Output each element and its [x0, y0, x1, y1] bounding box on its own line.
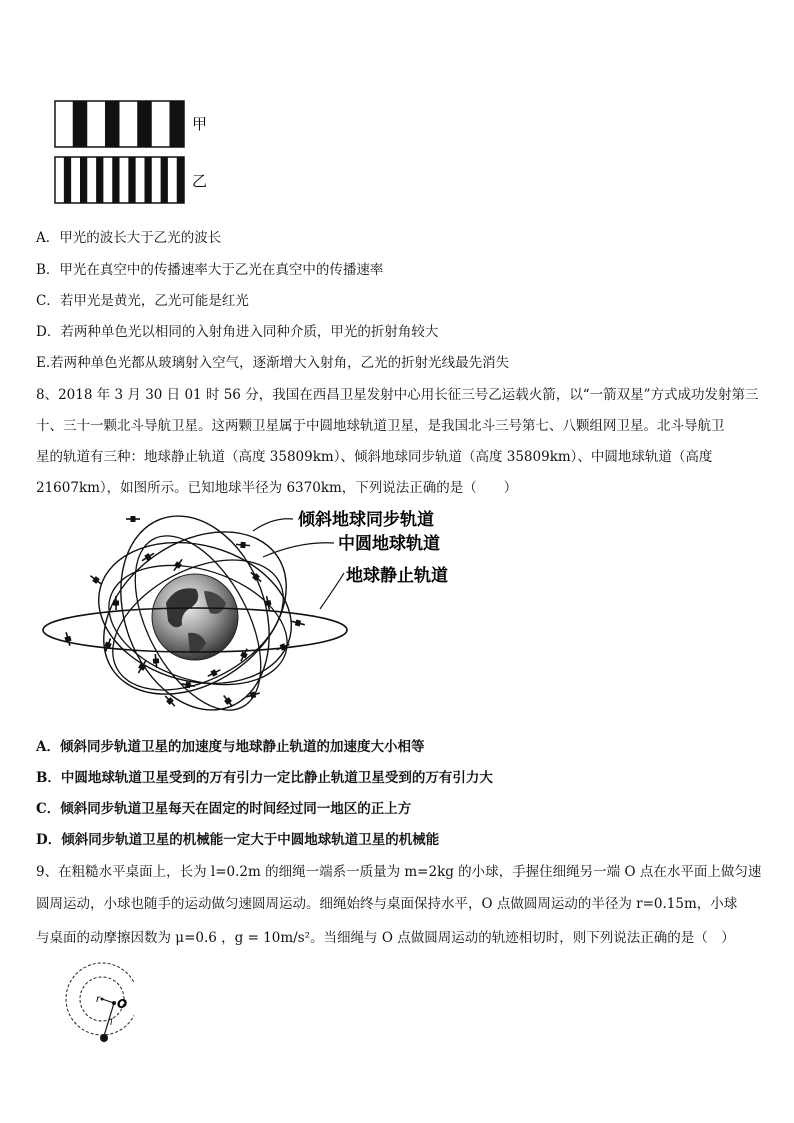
- satellite-icon: [163, 694, 177, 708]
- point-o: [112, 1001, 116, 1005]
- satellite-icon: [206, 667, 221, 679]
- fringe-figure: [54, 100, 234, 206]
- q8-stem-line-2: 十、三十一颗北斗导航卫星。这两颗卫星属于中圆地球轨道卫星，是我国北斗三号第七、八颗组网卫星。北斗导航卫: [36, 418, 725, 434]
- dark-fringe: [112, 157, 119, 203]
- dark-fringe: [64, 157, 71, 203]
- leader-geostationary: [320, 573, 344, 609]
- label-o: O: [117, 997, 128, 1011]
- satellite-icon: [113, 596, 119, 610]
- ball: [100, 1034, 108, 1042]
- q8-option-b: B．中圆地球轨道卫星受到的万有引力一定比静止轨道卫星受到的万有引力大: [36, 770, 493, 786]
- label-geostationary-orbit: 地球静止轨道: [346, 566, 448, 586]
- circle-motion-figure: [44, 962, 134, 1048]
- label-meo-orbit: 中圆地球轨道: [338, 534, 440, 554]
- dark-fringe: [144, 157, 151, 203]
- dark-fringe: [177, 157, 184, 203]
- q8-stem-line-1: 8、2018 年 3 月 30 日 01 时 56 分，我国在西昌卫星发射中心用长征三号乙运载火箭，以“一箭双星”方式成功发射第三: [36, 387, 759, 403]
- dark-fringe: [73, 101, 88, 147]
- satellite-icon: [63, 631, 73, 646]
- orbit-figure: [38, 505, 468, 723]
- q8-stem-line-4: 21607km），如图所示。已知地球半径为 6370km，下列说法正确的是（ ）: [36, 480, 518, 496]
- q9-stem-line-3: 与桌面的动摩擦因数为 μ=0.6 ，g = 10m/s²。当细绳与 O 点做圆周运动的轨迹相切时，则下列说法正确的是（ ）: [36, 930, 735, 946]
- label-l: l: [110, 1018, 113, 1028]
- dark-fringe: [80, 157, 87, 203]
- dark-fringe: [128, 157, 135, 203]
- pattern-bottom-label: 乙: [192, 172, 208, 190]
- q7-option-b: B．甲光在真空中的传播速率大于乙光在真空中的传播速率: [36, 262, 384, 278]
- satellite-icon: [264, 596, 273, 611]
- circle-motion-diagram: [44, 962, 134, 1048]
- q7-option-c: C．若甲光是黄光，乙光可能是红光: [36, 293, 249, 309]
- q7-option-a: A．甲光的波长大于乙光的波长: [36, 230, 222, 246]
- fringe-patterns: [54, 100, 234, 206]
- leader-inclined-geo: [253, 519, 293, 531]
- q9-stem-line-2: 圆周运动，小球也随手的运动做匀速圆周运动。细绳始终与桌面保持水平，O 点做圆周运动的半径为 r=0.15m，小球: [36, 896, 738, 912]
- dark-fringe: [137, 101, 152, 147]
- dark-fringe: [96, 157, 103, 203]
- q7-option-e: E.若两种单色光都从玻璃射入空气，逐渐增大入射角，乙光的折射光线最先消失: [36, 355, 510, 371]
- satellite-icon: [290, 618, 305, 627]
- satellite-icon: [89, 573, 104, 586]
- label-inclined-geo-orbit: 倾斜地球同步轨道: [298, 510, 434, 530]
- q8-option-a: A．倾斜同步轨道卫星的加速度与地球静止轨道的加速度大小相等: [36, 739, 425, 755]
- pattern-top-label: 甲: [192, 115, 208, 133]
- orbit-diagram: [38, 505, 468, 723]
- q8-option-d: D．倾斜同步轨道卫星的机械能一定大于中圆地球轨道卫星的机械能: [36, 832, 440, 848]
- satellite-icon: [126, 516, 140, 522]
- dark-fringe: [169, 101, 184, 147]
- label-r: r: [96, 994, 101, 1005]
- dark-fringe: [161, 157, 168, 203]
- leader-meo: [263, 543, 334, 557]
- q8-stem-line-3: 星的轨道有三种：地球静止轨道（高度 35809km）、倾斜地球同步轨道（高度 35809km）、中圆地球轨道（高度: [36, 449, 713, 465]
- q9-stem-line-1: 9、在粗糙水平桌面上，长为 l=0.2m 的细绳一端系一质量为 m=2kg 的小球，手握住细绳另一端 O 点在水平面上做匀速: [36, 864, 762, 880]
- dark-fringe: [105, 101, 120, 147]
- satellite-icon: [221, 694, 234, 709]
- q8-option-c: C．倾斜同步轨道卫星每天在固定的时间经过同一地区的正上方: [36, 801, 412, 817]
- q7-option-d: D．若两种单色光以相同的入射角进入同种介质，甲光的折射角较大: [36, 324, 439, 340]
